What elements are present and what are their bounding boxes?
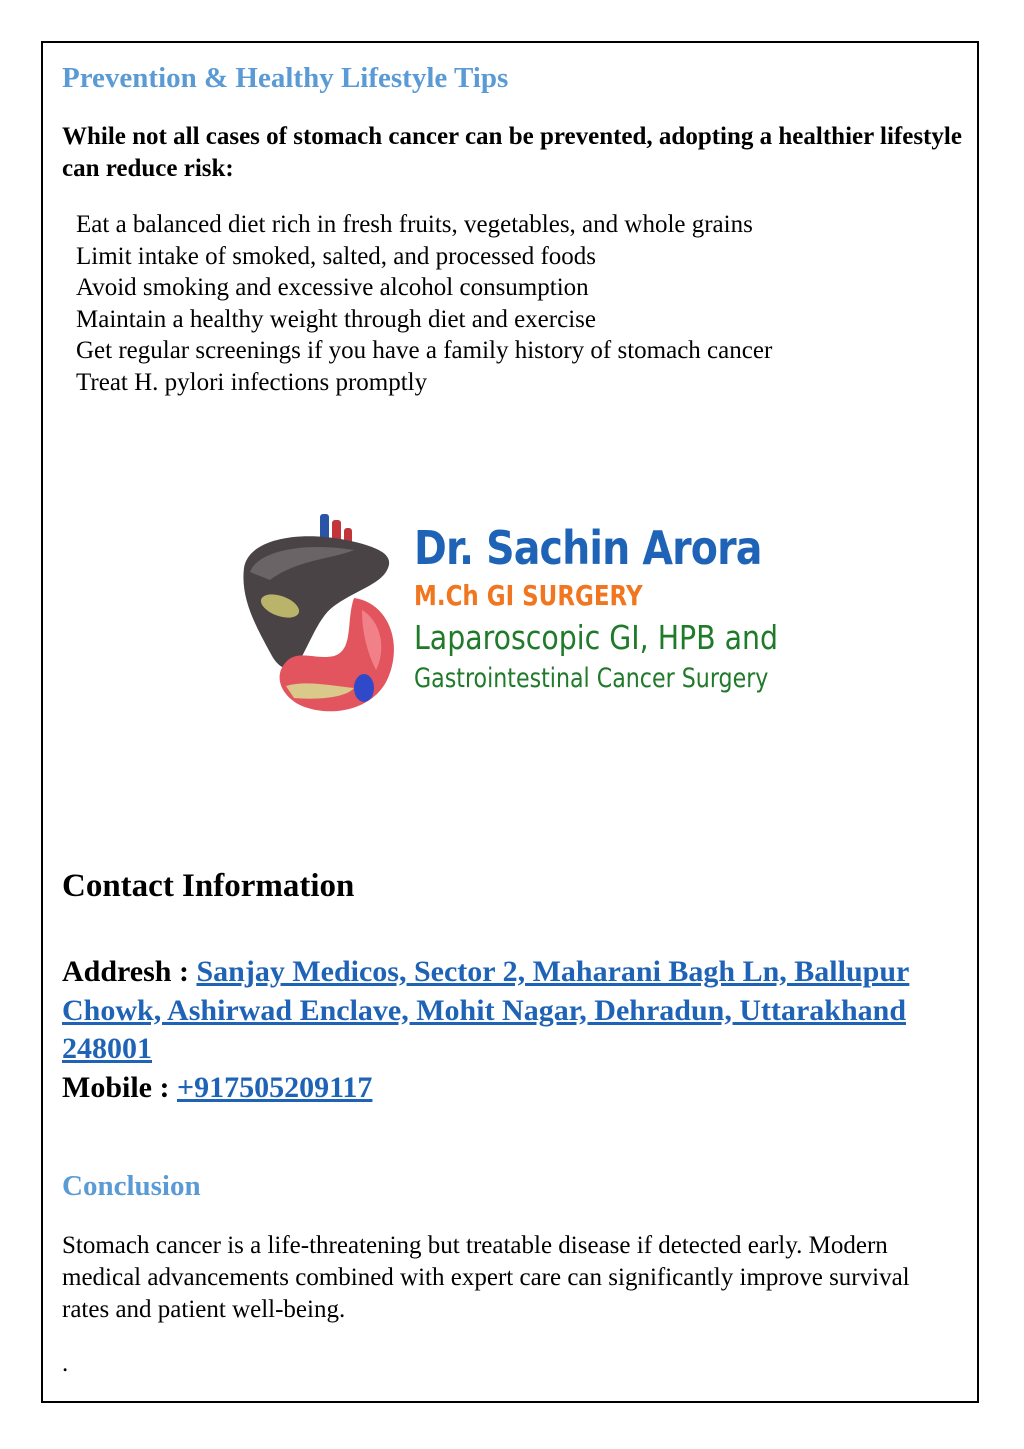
list-item: Treat H. pylori infections promptly — [76, 368, 428, 396]
logo-specialty-line2: Gastrointestinal Cancer Surgery — [414, 663, 769, 694]
list-item: Get regular screenings if you have a family history of stomach cancer — [76, 337, 773, 365]
address-link[interactable]: Sanjay Medicos, Sector 2, Maharani Bagh Ln, Ballupur Chowk, Ashirwad Enclave, Mohit Nagar, Dehradun, Uttarakhand 248001 — [62, 955, 910, 1065]
list-item: Avoid smoking and excessive alcohol consumption — [76, 274, 589, 302]
contact-details — [62, 953, 962, 1107]
tips-list — [76, 209, 772, 399]
list-item: Eat a balanced diet rich in fresh fruits, vegetables, and whole grains — [76, 211, 753, 238]
list-item: Maintain a healthy weight through diet and exercise — [76, 305, 596, 333]
logo-specialty-line1: Laparoscopic GI, HPB and — [414, 618, 779, 657]
conclusion-text: Stomach cancer is a life-threatening but treatable disease if detected early. Modern medical advancements combined with expert care can significantly improve survival rates and patient well-being. — [62, 1232, 910, 1323]
contact-heading: Contact Information — [62, 868, 355, 904]
trailing-dot: . — [62, 1350, 69, 1377]
list-item: Limit intake of smoked, salted, and processed foods — [76, 242, 597, 270]
address-label: Addresh : — [62, 955, 197, 988]
mobile-line — [62, 1069, 962, 1108]
conclusion-heading: Conclusion — [62, 1170, 201, 1202]
liver-stomach-illustration-icon — [236, 510, 406, 720]
doctor-logo — [236, 510, 796, 720]
logo-degree: M.Ch GI SURGERY — [414, 579, 643, 612]
prevention-heading: Prevention & Healthy Lifestyle Tips — [62, 62, 509, 94]
address-line — [62, 953, 962, 1069]
mobile-link[interactable]: +917505209117 — [176, 1070, 373, 1104]
logo-doctor-name: Dr. Sachin Arora — [414, 521, 762, 575]
prevention-intro: While not all cases of stomach cancer can be prevented, adopting a healthier lifestyle can reduce risk: — [62, 123, 962, 182]
mobile-label: Mobile : — [62, 1070, 177, 1104]
